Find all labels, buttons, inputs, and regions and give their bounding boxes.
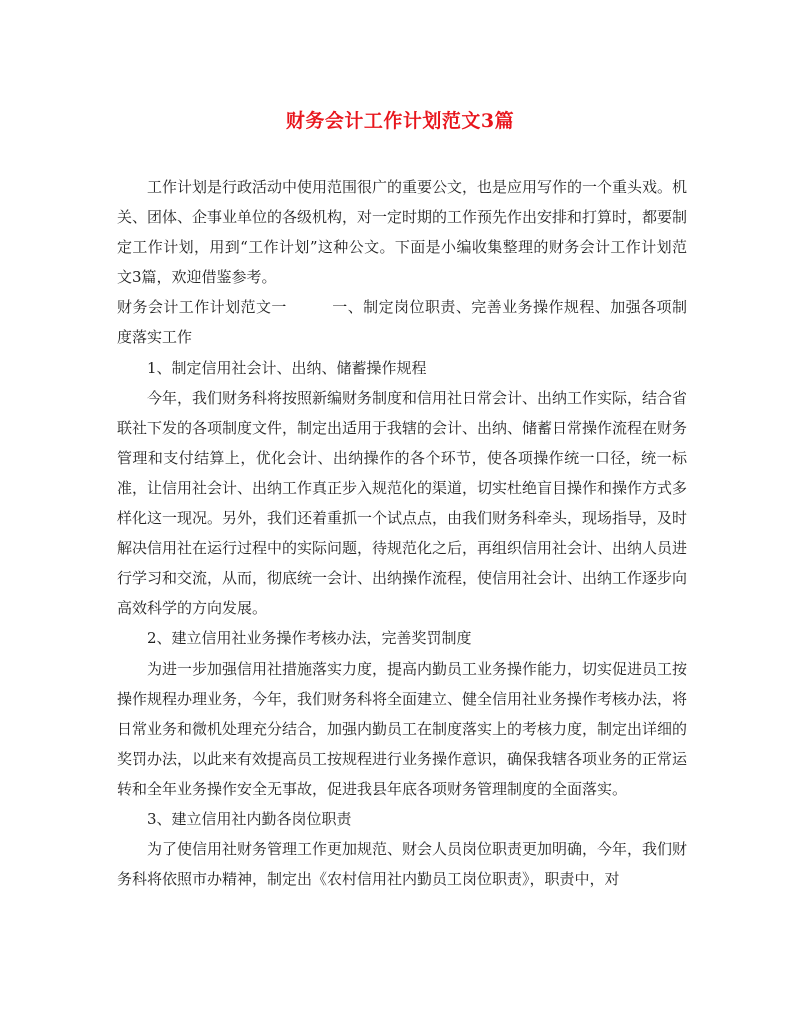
- item-1-paragraph: 今年，我们财务科将按照新编财务制度和信用社日常会计、出纳工作实际，结合省联社下发的各项制度文件，制定出适用于我辖的会计、出纳、储蓄日常操作流程在财务管理和支付结算上，优化会计、出纳操作的各个环节，使各项操作统一口径，统一标准，让信用社会计、出纳工作真正步入规范化的渠道，切实杜绝盲目操作和操作方式多样化这一现况。另外，我们还着重抓一个试点点，由我们财务科牵头，现场指导，及时解决信用社在运行过程中的实际问题，待规范化之后，再组织信用社会计、出纳人员进行学习和交流，从而，彻底统一会计、出纳操作流程，使信用社会计、出纳工作逐步向高效科学的方向发展。: [117, 388, 688, 618]
- item-3-paragraph: 为了使信用社财务管理工作更加规范、财会人员岗位职责更加明确，今年，我们财务科将依照市办精神，制定出《农村信用社内勤员工岗位职责》，职责中，对: [117, 840, 688, 889]
- document-title: 财务会计工作计划范文3篇: [285, 110, 515, 132]
- section-label: 财务会计工作计划范文一: [117, 298, 287, 317]
- item-1-heading: 1、制定信用社会计、出纳、储蓄操作规程: [147, 358, 427, 377]
- intro-paragraph: 工作计划是行政活动中使用范围很广的重要公文，也是应用写作的一个重头戏。机关、团体、企事业单位的各级机构，对一定时期的工作预先作出安排和打算时，都要制定工作计划，用到“工作计划”这种公文。下面是小编收集整理的财务会计工作计划范文3篇，欢迎借鉴参考。: [117, 178, 688, 287]
- item-2-heading: 2、建立信用社业务操作考核办法，完善奖罚制度: [147, 629, 472, 648]
- item-3-heading: 3、建立信用社内勤各岗位职责: [147, 809, 352, 828]
- item-2-paragraph: 为进一步加强信用社措施落实力度，提高内勤员工业务操作能力，切实促进员工按操作规程办理业务，今年，我们财务科将全面建立、健全信用社业务操作考核办法，将日常业务和微机处理充分结合，加强内勤员工在制度落实上的考核力度，制定出详细的奖罚办法，以此来有效提高员工按规程进行业务操作意识，确保我辖各项业务的正常运转和全年业务操作安全无事故，促进我县年底各项财务管理制度的全面落实。: [117, 659, 688, 798]
- document-body: [117, 172, 687, 894]
- section-line: [117, 292, 687, 352]
- section-heading: 一、制定岗位职责、完善业务操作规程、加强各项制度落实工作: [117, 298, 687, 347]
